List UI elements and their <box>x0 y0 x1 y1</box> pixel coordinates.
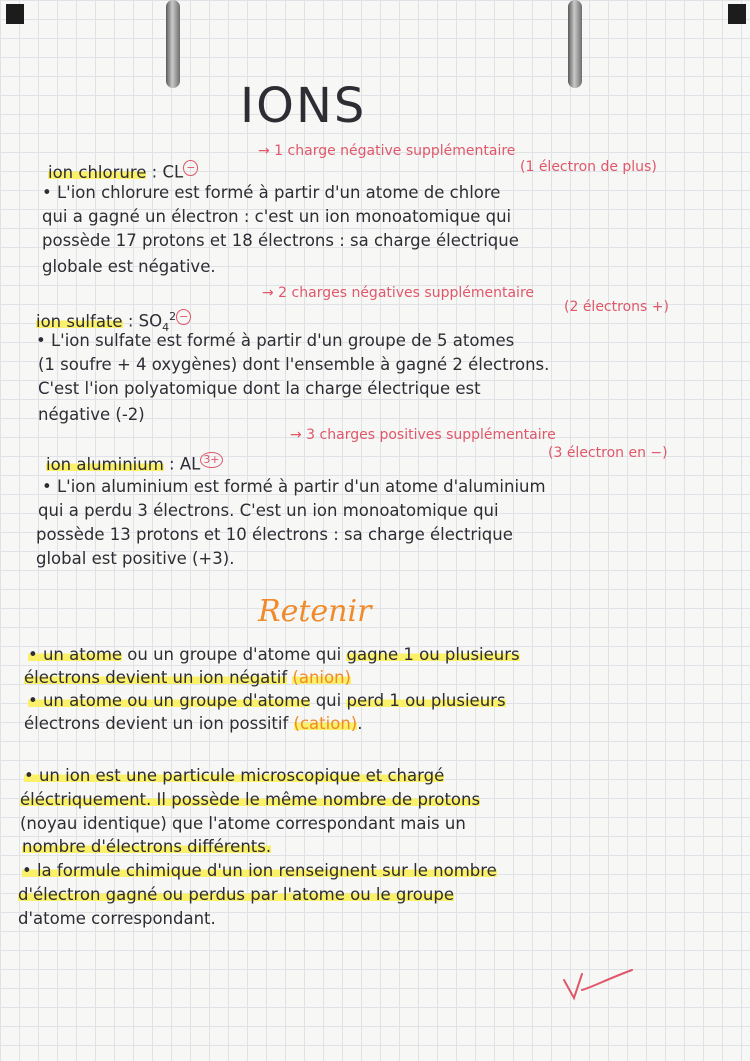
chlorure-heading <box>48 160 198 184</box>
retenir-para-6: d'électron gagné ou perdus par l'atome ou le groupe <box>18 885 454 904</box>
aluminium-line-4: global est positive (+3). <box>36 549 235 568</box>
aluminium-line-2: qui a perdu 3 électrons. C'est un ion monoatomique qui <box>38 501 499 520</box>
retenir-heading: Retenir <box>258 594 372 629</box>
sulfate-line-2: (1 soufre + 4 oxygènes) dont l'ensemble à gagné 2 électrons. <box>38 355 550 374</box>
retenir-bullet-1b: électrons devient un ion négatif (anion) <box>24 668 351 687</box>
aluminium-charge: 3+ <box>200 452 222 468</box>
aluminium-heading <box>46 452 223 476</box>
aluminium-note2: (3 électron en −) <box>548 445 668 461</box>
signature-mark <box>560 960 640 1010</box>
sulfate-line-3: C'est l'ion polyatomique dont la charge électrique est <box>38 379 481 398</box>
sulfate-note: → 2 charges négatives supplémentaire <box>262 285 535 301</box>
sulfate-sub: 4 <box>162 320 170 334</box>
aluminium-line-3: possède 13 protons et 10 électrons : sa charge électrique <box>36 525 513 544</box>
sulfate-line-4: négative (-2) <box>38 405 145 424</box>
chlorure-line-1: • L'ion chlorure est formé à partir d'un atome de chlore <box>42 183 501 202</box>
aluminium-note: → 3 charges positives supplémentaire <box>290 427 556 443</box>
chlorure-line-2: qui a gagné un électron : c'est un ion monoatomique qui <box>42 207 512 226</box>
retenir-bullet-2b: électrons devient un ion possitif (cation). <box>24 714 363 733</box>
retenir-para-4: nombre d'électrons différents. <box>22 837 272 856</box>
chlorure-note2: (1 électron de plus) <box>520 159 657 175</box>
chlorure-formula: : CL <box>151 162 184 182</box>
aluminium-line-1: • L'ion aluminium est formé à partir d'un atome d'aluminium <box>42 477 546 496</box>
retenir-para-5: • la formule chimique d'un ion renseignent sur le nombre <box>22 861 497 880</box>
sulfate-charge: − <box>176 309 191 325</box>
binder-corner-right <box>728 4 746 24</box>
retenir-bullet-2a: • un atome ou un groupe d'atome qui perd 1 ou plusieurs <box>28 691 506 710</box>
retenir-para-3: (noyau identique) que l'atome correspondant mais un <box>20 814 466 833</box>
chlorure-line-3: possède 17 protons et 18 électrons : sa charge électrique <box>42 231 519 250</box>
retenir-para-7: d'atome correspondant. <box>18 909 216 928</box>
sulfate-label: ion sulfate <box>36 311 123 331</box>
retenir-bullet-1a: • un atome ou un groupe d'atome qui gagne 1 ou plusieurs <box>28 645 520 664</box>
chlorure-charge: − <box>183 160 198 176</box>
aluminium-label: ion aluminium <box>46 454 164 474</box>
chlorure-note: → 1 charge négative supplémentaire <box>258 143 516 159</box>
binder-ring-right <box>568 0 582 88</box>
sulfate-line-1: • L'ion sulfate est formé à partir d'un groupe de 5 atomes <box>36 331 515 350</box>
sulfate-note2: (2 électrons +) <box>564 299 669 315</box>
retenir-para-2: éléctriquement. Il possède le même nombre de protons <box>20 790 481 809</box>
page-title: IONS <box>240 78 367 134</box>
binder-corner-left <box>6 4 24 24</box>
aluminium-formula: : AL <box>169 454 201 474</box>
sulfate-sup: 2 <box>169 310 177 323</box>
chlorure-line-4: globale est négative. <box>42 257 216 276</box>
sulfate-formula: : SO <box>127 311 163 331</box>
retenir-para-1: • un ion est une particule microscopique et chargé <box>24 766 445 785</box>
chlorure-label: ion chlorure <box>48 162 147 182</box>
binder-ring-left <box>166 0 180 88</box>
